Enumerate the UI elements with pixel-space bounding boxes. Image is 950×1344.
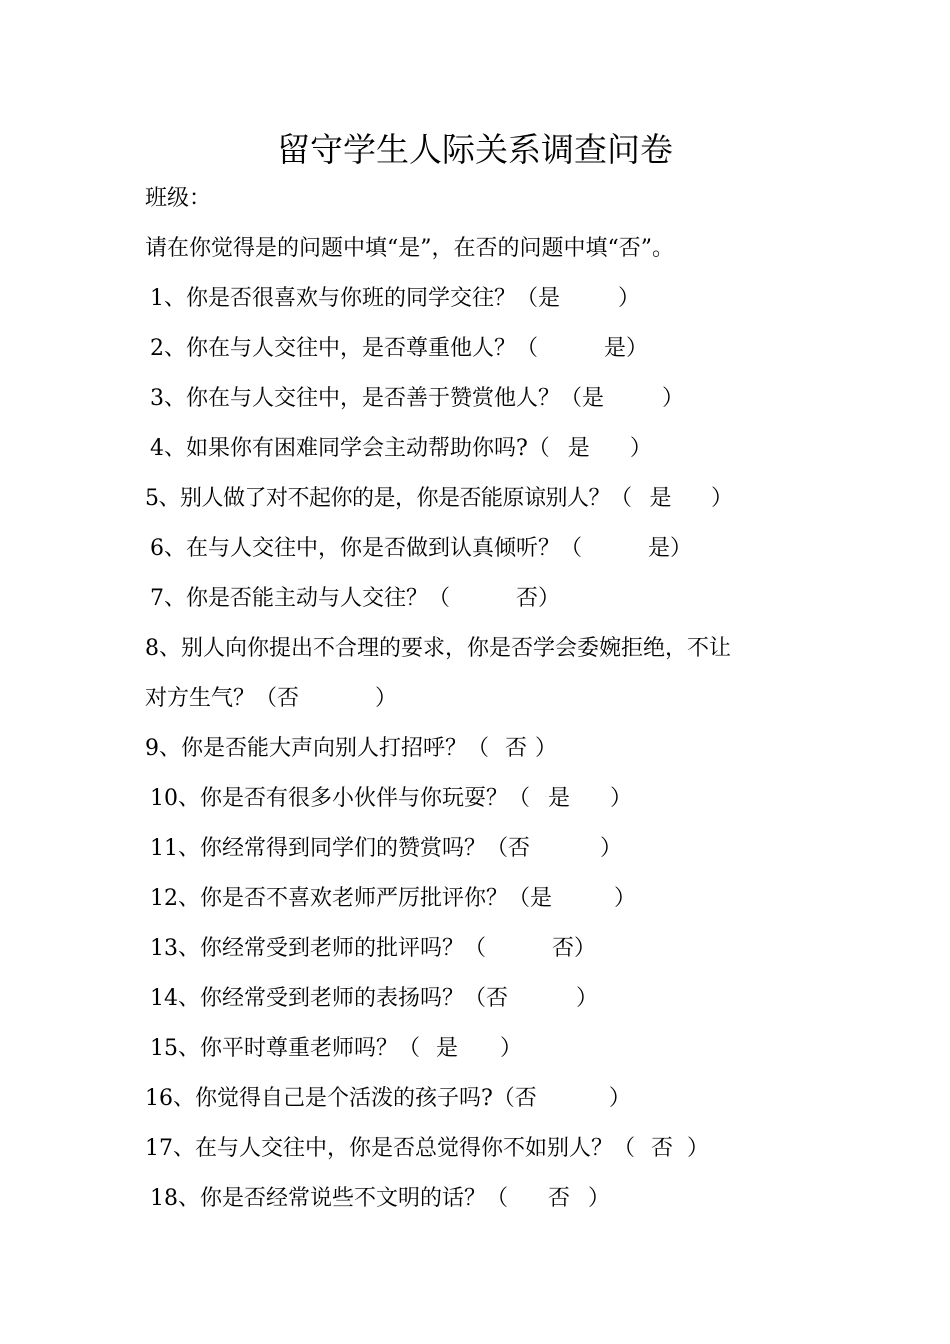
question-text: 16、你觉得自己是个活泼的孩子吗?（ [145, 1086, 515, 1111]
answer: 否 [548, 1186, 571, 1211]
answer: 是 [538, 286, 561, 311]
question-10 [150, 784, 632, 814]
class-label: 班级： [145, 186, 212, 211]
question-3 [150, 384, 684, 414]
question-13 [150, 934, 596, 964]
question-text: 17、在与人交往中，你是否总觉得你不如别人？（ [145, 1136, 635, 1161]
question-text: 6、在与人交往中，你是否做到认真倾听？（ [150, 536, 582, 561]
question-text: 10、你是否有很多小伙伴与你玩耍？（ [150, 786, 530, 811]
answer: 否 [516, 586, 539, 611]
question-1 [150, 284, 640, 314]
question-text: 15、你平时尊重老师吗？（ [150, 1036, 420, 1061]
close-paren: ） [614, 886, 637, 911]
close-paren: ） [600, 836, 623, 861]
question-text: 4、如果你有困难同学会主动帮助你吗?（ [150, 436, 550, 461]
answer: 否 [277, 686, 300, 711]
close-paren: ） [500, 1036, 523, 1061]
question-text: 5、别人做了对不起你的是，你是否能原谅别人？（ [145, 486, 632, 511]
question-text: 9、你是否能大声向别人打招呼？（ [145, 736, 489, 761]
close-paren: ） [576, 986, 599, 1011]
close-paren: ） [670, 536, 693, 561]
question-text: 12、你是否不喜欢老师严厉批评你？（ [150, 886, 530, 911]
question-text: 13、你经常受到老师的批评吗？（ [150, 936, 486, 961]
question-18 [150, 1184, 610, 1214]
close-paren: ） [538, 586, 561, 611]
answer: 是 [548, 786, 571, 811]
close-paren: ） [662, 386, 685, 411]
question-7 [150, 584, 560, 614]
question-text: 14、你经常受到老师的表扬吗？（ [150, 986, 486, 1011]
answer: 是 [436, 1036, 459, 1061]
question-4 [150, 434, 652, 464]
close-paren: ） [626, 336, 649, 361]
answer: 否 [486, 986, 509, 1011]
close-paren: ） [618, 286, 641, 311]
answer: 否 [508, 836, 531, 861]
answer: 否 [651, 1136, 674, 1161]
close-paren: ） [610, 786, 633, 811]
instruction-text: 请在你觉得是的问题中填“是”，在否的问题中填“否”。 [145, 236, 674, 261]
question-16 [145, 1084, 631, 1114]
question-text: 3、你在与人交往中，是否善于赞赏他人？（ [150, 386, 582, 411]
question-text: 1、你是否很喜欢与你班的同学交往？（ [150, 286, 538, 311]
question-17 [145, 1134, 709, 1164]
close-paren: ） [574, 936, 597, 961]
question-text: 7、你是否能主动与人交往？（ [150, 586, 450, 611]
close-paren: ） [588, 1186, 611, 1211]
answer: 是 [649, 486, 672, 511]
question-6 [150, 534, 692, 564]
question-text: 2、你在与人交往中，是否尊重他人？（ [150, 336, 538, 361]
close-paren: ） [375, 686, 398, 711]
answer: 是 [567, 436, 590, 461]
close-paren: ） [535, 736, 558, 761]
question-12 [150, 884, 636, 914]
answer: 是 [582, 386, 605, 411]
question-text: 11、你经常得到同学们的赞赏吗？（ [150, 836, 508, 861]
question-14 [150, 984, 598, 1014]
answer: 是 [530, 886, 553, 911]
question-5 [145, 484, 733, 514]
question-8 [145, 634, 731, 664]
question-text-continuation: 对方生气？（ [145, 686, 278, 711]
close-paren: ） [711, 486, 733, 511]
question-text: 8、别人向你提出不合理的要求，你是否学会委婉拒绝，不让 [145, 636, 731, 661]
close-paren: ） [608, 1086, 631, 1111]
question-15 [150, 1034, 522, 1064]
question-2 [150, 334, 648, 364]
question-11 [150, 834, 622, 864]
question-8-continuation [145, 684, 397, 714]
question-text: 18、你是否经常说些不文明的话？（ [150, 1186, 508, 1211]
answer: 是 [648, 536, 671, 561]
answer: 否 [514, 1086, 537, 1111]
answer: 否 [505, 736, 528, 761]
answer: 是 [604, 336, 627, 361]
page-title: 留守学生人际关系调查问卷 [277, 130, 673, 169]
close-paren: ） [629, 436, 652, 461]
answer: 否 [552, 936, 575, 961]
question-9 [145, 734, 557, 764]
close-paren: ） [687, 1136, 710, 1161]
